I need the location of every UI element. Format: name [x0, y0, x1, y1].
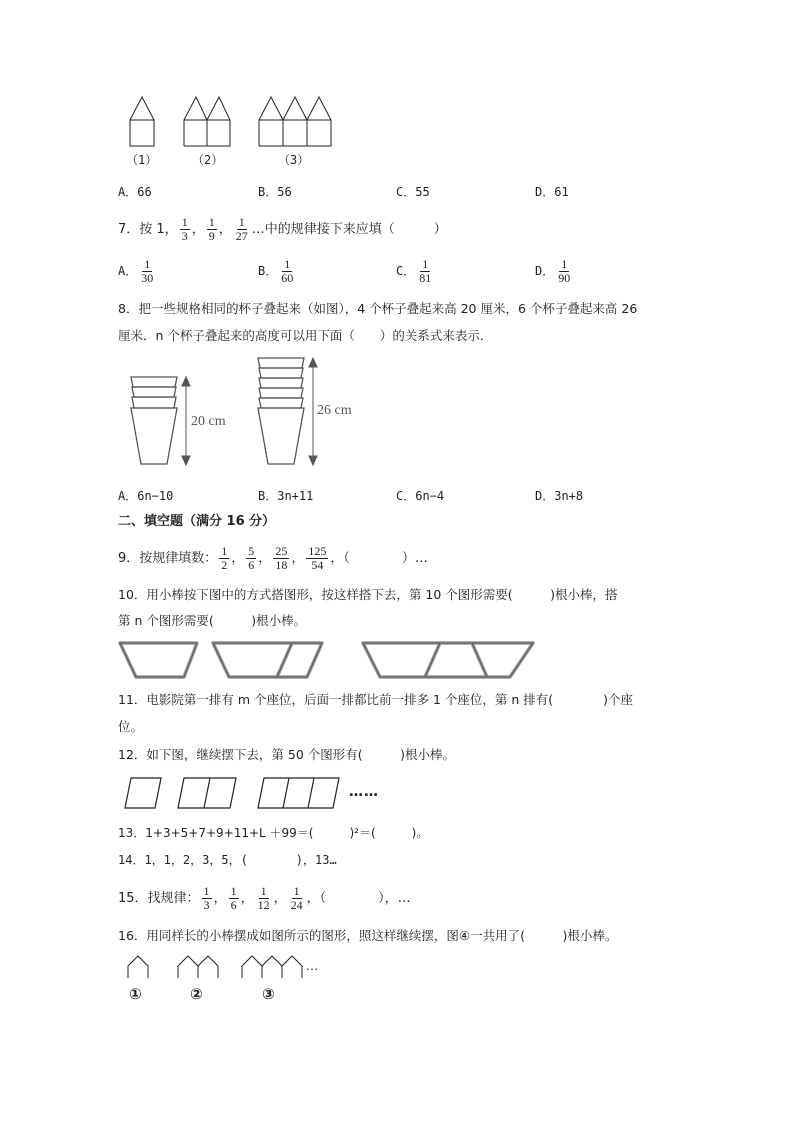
- q16-label-2: ②: [190, 985, 203, 1003]
- q8-option-a[interactable]: A．6n−10: [118, 489, 174, 503]
- q7-option-c[interactable]: C． $\frac{1}{81}$: [396, 257, 432, 285]
- q10-line-1: 10．用小棒按下图中的方式搭图形，按这样搭下去，第 10 个图形需要( )根小棒，搭: [118, 587, 618, 602]
- q8-line-2: 厘米．n 个杯子叠起来的高度可以用下面（ ）的关系式来表示．: [118, 328, 493, 343]
- q16-question: 16．用同样长的小棒摆成如图所示的图形，照这样继续摆，图④一共用了( )根小棒。: [118, 928, 618, 943]
- q7-question: 7．按 1， $\frac{1}{3}$ ， $\frac{1}{9}$ ， $\frac{1}{27}$ …中的规律接下来应填（ ）: [118, 215, 447, 243]
- q7-option-d[interactable]: D． $\frac{1}{90}$: [535, 257, 571, 285]
- q16-label-1: ①: [129, 985, 142, 1003]
- q8-line-1: 8．把一些规格相同的杯子叠起来（如图），4 个杯子叠起来高 20 厘米，6 个杯子叠起来高 26: [118, 301, 638, 316]
- figure-label-2: （2）: [192, 153, 224, 167]
- figure-label-1: （1）: [126, 153, 158, 167]
- q7-fraction-1: $\frac{1}{3}$: [181, 215, 188, 243]
- section-title: 二、填空题（满分 16 分）: [118, 514, 276, 529]
- q6-option-c[interactable]: C．55: [396, 185, 430, 199]
- q11-line-1: 11．电影院第一排有 m 个座位，后面一排都比前一排多 1 个座位，第 n 排有( )个座: [118, 692, 634, 707]
- q6-option-a[interactable]: A．66: [118, 185, 152, 199]
- q7-suffix: …中的规律接下来应填（ ）: [251, 222, 447, 237]
- q8-option-d[interactable]: D．3n+8: [535, 489, 584, 503]
- q7-option-b[interactable]: B． $\frac{1}{60}$: [258, 257, 294, 285]
- q11-line-2: 位。: [118, 719, 144, 734]
- q8-option-c[interactable]: C．6n−4: [396, 489, 445, 503]
- q6-option-d[interactable]: D．61: [535, 185, 569, 199]
- q16-dots: …: [306, 959, 318, 973]
- q14-question: 14．1，1，2，3，5，( )，13…: [118, 853, 337, 867]
- q10-line-2: 第 n 个图形需要( )根小棒。: [118, 613, 307, 628]
- q7-prefix: 7．按 1，: [118, 222, 178, 237]
- q15-question: 15．找规律： $\frac{1}{3}$ ， $\frac{1}{6}$ ， $\frac{1}{12}$ ， $\frac{1}{24}$ ，（ ），…: [118, 884, 411, 912]
- figure-label-3: （3）: [278, 153, 310, 167]
- q7-fraction-3: $\frac{1}{27}$: [235, 215, 248, 243]
- q7-option-a[interactable]: A． $\frac{1}{30}$: [118, 257, 154, 285]
- q16-label-3: ③: [262, 985, 275, 1003]
- q6-option-b[interactable]: B．56: [258, 185, 292, 199]
- q12-question: 12．如下图，继续摆下去，第 50 个图形有( )根小棒。: [118, 747, 456, 762]
- q9-question: 9．按规律填数： $\frac{1}{2}$ ， $\frac{5}{6}$ ， $\frac{25}{18}$ ， $\frac{125}{54}$ ，（ ）…: [118, 544, 428, 572]
- cups-label-right: 26 cm: [317, 403, 352, 418]
- cups-label-left: 20 cm: [191, 414, 226, 429]
- q12-dots: ……: [349, 784, 379, 800]
- q7-fraction-2: $\frac{1}{9}$: [208, 215, 215, 243]
- q13-question: 13．1+3+5+7+9+11+L ＋99＝( )²＝( )。: [118, 826, 429, 840]
- q8-option-b[interactable]: B．3n+11: [258, 489, 314, 503]
